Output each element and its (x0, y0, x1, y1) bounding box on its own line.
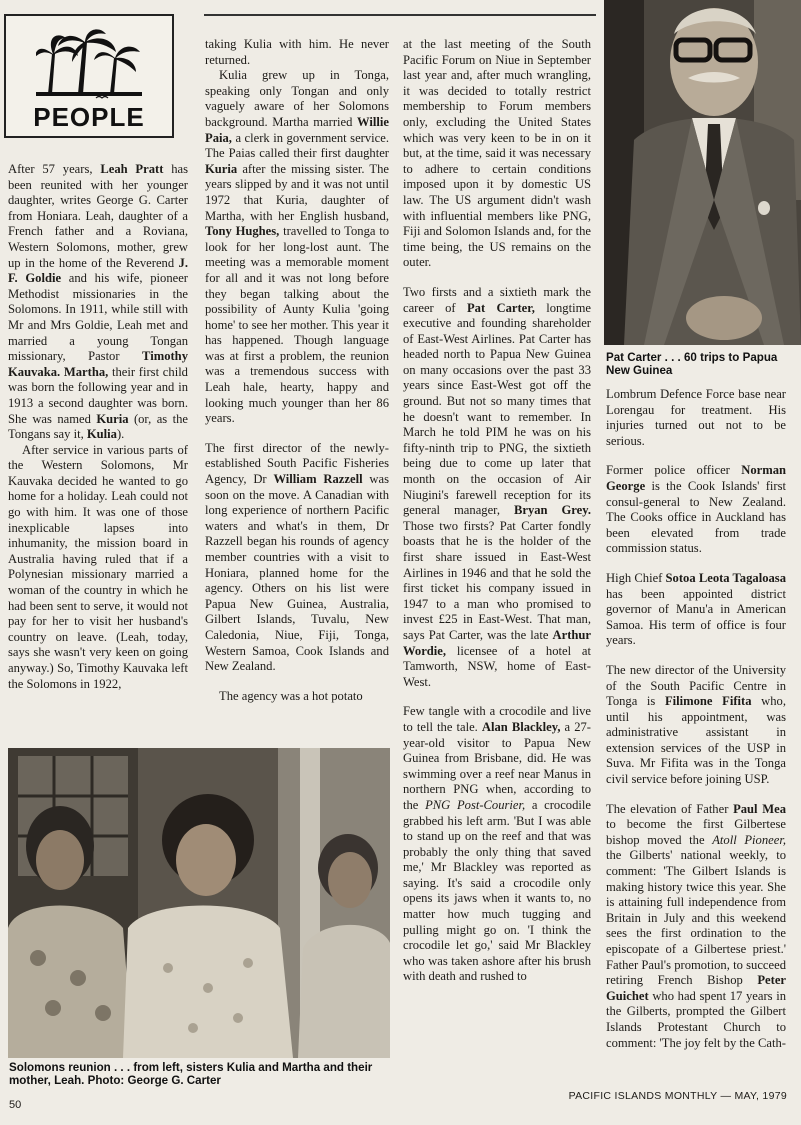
text-run: The elevation of Father (606, 801, 734, 816)
text-run: a crocodile grabbed his left arm. 'But I was able to stand up on the reef and that was probably the only thing that saved me,' Mr Blackley was reported as saying. It's said a crocodile only opens its jaws when it wants to, no matter how much tugging and pulling might go on. 'I think the crocodile let go,' said Mr Blackley who was taken ashore after his brush with death and rushed to (403, 797, 591, 984)
text-run: the Gilberts' national weekly, to comment: 'The Gilbert Islands is making history twice this year. She is attaining full independence from Britain in July and this weekend sees the first ordination to the episcopate of a Gilbertese priest.' Father Paul's promotion, to succeed retiring French Bishop (606, 848, 786, 988)
publication-line: PACIFIC ISLANDS MONTHLY — MAY, 1979 (568, 1090, 787, 1102)
article-paragraph (205, 68, 389, 427)
article-paragraph (205, 689, 389, 705)
section-title: PEOPLE (33, 102, 145, 132)
article-paragraph (606, 387, 786, 449)
text-run: After service in various parts of the Western Solomons, Mr Kauvaka decided he wanted to go home for a holiday. Leah could not go with him. It was one of those inexplicable lapses into inhumanity, the mission board in Australia having ruled that if a Polynesian missionary married a woman of the country in which he had been sent to serve, it would not pay for her to visit her husband's country on leave. (Leah, today, says she wasn't very keen on going anyway.) So, Timothy Kauvaka left the Solomons in 1922, (8, 442, 188, 691)
text-run: taking Kulia with him. He never returned. (205, 37, 389, 67)
text-run: to become the first Gilbertese bishop moved the (606, 817, 786, 847)
person-name: Norman George (606, 463, 786, 493)
text-run: has been reunited with her younger daughter, writes George G. Carter from Honiara. Leah, daughter of a French father and a Roviana, Western Solomons, mother, grew up in the home of the Reverend (8, 162, 189, 270)
text-run: Former police officer (606, 463, 742, 478)
person-name: Tony Hughes, (205, 224, 280, 239)
text-run: The new director of the University of the South Pacific Centre in Tonga is (606, 662, 786, 709)
text-run: Lombrum Defence Force base near Lorengau for treatment. His injuries turned out not to be serious. (606, 387, 786, 448)
carter-photo-caption: Pat Carter . . . 60 trips to Papua New Guinea (606, 351, 778, 378)
person-name: Bryan Grey. (513, 503, 591, 518)
text-run: Two firsts and a sixtieth mark the career of (403, 284, 591, 315)
text-run: is the Cook Islands' first consul-general to New Zealand. The Cooks office in Auckland has been elevated from trade commission status. (606, 478, 786, 556)
text-run: and his wife, pioneer Methodist missionaries in the Solomons. In 1911, while still with Mr and Mrs Goldie, Leah met and married a young Tongan missionary, Pastor (8, 271, 188, 364)
text-run: The first director of the newly-established South Pacific Fisheries Agency, Dr (205, 440, 389, 487)
person-name: Alan Blackley, (481, 719, 561, 734)
text-run: ). (116, 427, 125, 442)
article-paragraph (8, 162, 188, 443)
article-column-3 (403, 37, 591, 985)
person-name: Peter Guichet (606, 973, 786, 1003)
carter-photo-image (604, 0, 801, 345)
text-run: has been appointed district governor of Manu'a in American Samoa. His term of office is four years. (606, 586, 786, 648)
text-run: Few tangle with a crocodile and live to tell the tale. (403, 704, 591, 734)
person-name: Kuria (205, 161, 238, 176)
text-run: at the last meeting of the South Pacific Forum on Niue in September last year and, after much wrangling, it was decided to totally restrict membership to Forum members only, excluding the United States which was very keen to be in on it but, at the time, said it was necessary to adhere to certain conditions imposed upon it by domestic US law. The US argument didn't wash with influential members like PNG, Fiji and Solomon Islands and, for the time being, the US remains on the outer. (403, 37, 591, 270)
person-name: Kuria (96, 411, 129, 426)
article-paragraph (606, 463, 786, 557)
text-run: The agency was a hot potato (219, 688, 363, 703)
reunion-photo-image (8, 748, 390, 1058)
page-number: 50 (9, 1099, 22, 1111)
reunion-photo (8, 748, 390, 1058)
text-run: longtime executive and founding shareholder of East-West Airlines. Pat Carter has headed north to Papua New Guinea on many occasions over the past 33 years since East-West got off the ground. But not so many times that he doesn't want to remember. In March he told PIM he was on his fifty-ninth trip to PNG, the sixtieth being due to come up later that month on the occasion of Air Niugini's farewell reception for its general manager, (403, 300, 591, 518)
publication-name: Atoll Pioneer, (712, 832, 786, 847)
article-column-1 (8, 162, 188, 692)
person-name: Timothy Kauvaka. Martha, (8, 349, 188, 379)
article-paragraph (205, 441, 389, 675)
text-run: after the missing sister. The years slipped by and it was not until 1972 that Kuria, daughter of Martha, with her English husband, (205, 161, 389, 223)
text-run: travelled to Tonga to look for her long-lost aunt. The meeting was a memorable moment for all and it was not long before they began talking about the possibility of Aunty Kulia 'going home' to see her mother. This year it has happened. Though language was at first a problem, the reunion was a tremendous success with Leah hale, hearty, happy and looking much younger than her 86 years. (205, 224, 389, 426)
person-name: Kulia (86, 427, 117, 442)
article-paragraph (403, 704, 591, 985)
text-run: was soon on the move. A Canadian with long experience of northern Pacific waters and what's in them, Dr Razzell began his rounds of agency member countries with a visit to Honiara, planned home for the agency. Others on his list were Papua New Guinea, Australia, Gilbert Islands, Tuvalu, New Caledonia, Niue, Fiji, Tonga, Western Samoa, Cook Islands and New Zealand. (205, 472, 389, 674)
text-run: (or, as the Tongans say it, (8, 411, 188, 442)
article-paragraph (205, 37, 389, 68)
person-name: Paul Mea (733, 801, 786, 816)
publication-name: PNG Post-Courier, (425, 797, 526, 812)
top-rule (204, 14, 596, 16)
person-name: William Razzell (273, 472, 363, 487)
article-paragraph (403, 285, 591, 690)
palm-trees-logo (36, 28, 142, 102)
text-run: licensee of a hotel at Tamworth, NSW, home of East-West. (403, 643, 591, 689)
reunion-photo-caption: Solomons reunion . . . from left, sisters Kulia and Martha and their mother, Leah. Photo: George G. Carter (9, 1061, 373, 1088)
text-run: After 57 years, (8, 162, 101, 176)
article-paragraph (606, 663, 786, 788)
article-paragraph (606, 571, 786, 649)
article-column-4 (606, 387, 786, 1051)
person-name: Filimone Fifita (664, 694, 752, 709)
person-name: Leah Pratt (100, 162, 164, 176)
text-run: who, until his appointment, was administrative assistant in extension services of the USP in Suva. Mr Fifita was in the Tonga civil service before joining USP. (606, 694, 786, 787)
person-name: Arthur Wordie, (403, 627, 591, 658)
person-name: Pat Carter, (466, 300, 535, 315)
text-run: High Chief (606, 570, 666, 585)
person-name: Willie Paia, (205, 114, 389, 145)
text-run: a 27-year-old visitor to Papua New Guinea from Brisbane, did. He was swimming over a reef near Manus in northern PNG when, according to the (403, 719, 591, 812)
text-run: who had spent 17 years in the Gilberts, prompted the Gilbert Islands Protestant Church to comment: 'The joy felt by the Cath- (606, 988, 786, 1050)
person-name: J. F. Goldie (8, 255, 188, 286)
article-paragraph (606, 802, 786, 1052)
article-column-2 (205, 37, 389, 704)
text-run: Kulia grew up in Tonga, speaking only Tongan and only vaguely aware of her Solomons background. Martha married (205, 68, 389, 129)
text-run: a clerk in government service. The Paias called their first daughter (205, 130, 389, 161)
text-run: Those two firsts? Pat Carter fondly boasts that he is the holder of the first share issued in East-West Airlines in 1946 and that he sold the first ticket his company issued in 1947 to a man who promised to invest £25 in East-West. That man, says Pat Carter, was the late (403, 518, 591, 642)
section-masthead (4, 14, 174, 138)
article-paragraph (8, 443, 188, 693)
text-run: their first child was born the following year and in 1913 a second daughter was born. She was named (8, 364, 188, 426)
article-paragraph (403, 37, 591, 271)
carter-photo (604, 0, 801, 345)
person-name: Sotoa Leota Tagaloasa (665, 570, 786, 585)
